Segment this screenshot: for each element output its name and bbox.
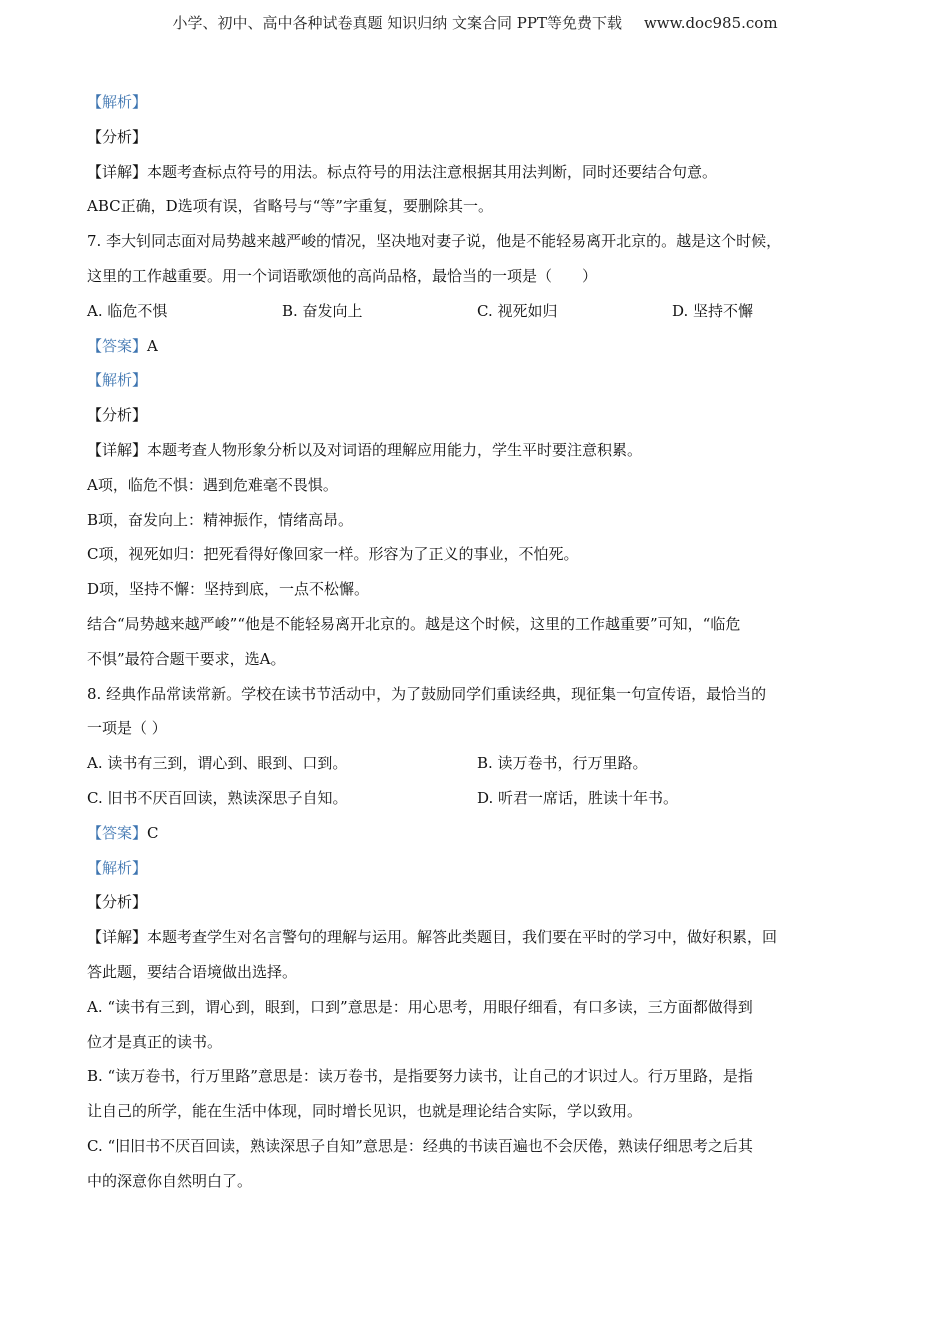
option-d: D. 坚持不懈	[672, 301, 754, 320]
option-a: A. 临危不惧	[87, 301, 168, 320]
option-a: A. 读书有三到，谓心到、眼到、口到。	[87, 754, 348, 773]
page-header	[0, 12, 950, 33]
question-8-options	[87, 781, 867, 816]
document-body	[87, 85, 867, 1199]
explain-line: B项，奋发向上：精神振作，情绪高昂。	[87, 510, 354, 529]
answer-label: 【答案】	[87, 336, 148, 355]
analysis-label: 【解析】	[87, 371, 148, 390]
explain-line: C. “旧旧书不厌百回读，熟读深思子自知”意思是：经典的书读百遍也不会厌倦，熟读仔细思考之后其	[87, 1136, 753, 1155]
header-text: 小学、初中、高中各种试卷真题 知识归纳 文案合同 PPT等免费下载	[172, 14, 622, 32]
detail-paragraph: 【详解】本题考查学生对名言警句的理解与运用。解答此类题目，我们要在平时的学习中，做好积累，回	[87, 928, 778, 947]
question-8-options	[87, 746, 867, 781]
explain-line: 结合“局势越来越严峻”“他是不能轻易离开北京的。越是这个时候，这里的工作越重要”可知，“临危	[87, 614, 741, 633]
analysis-label: 【解析】	[87, 93, 148, 111]
fenxi-label: 【分析】	[87, 406, 148, 425]
question-8-stem: 8. 经典作品常读常新。学校在读书节活动中，为了鼓励同学们重读经典，现征集一句宣传语，最恰当的	[87, 684, 767, 703]
option-c: C. 旧书不厌百回读，熟读深思子自知。	[87, 788, 348, 807]
answer-line	[87, 329, 867, 364]
fenxi-label: 【分析】	[87, 893, 148, 912]
question-7-options	[87, 294, 867, 329]
explain-line: 中的深意你自然明白了。	[87, 1171, 253, 1190]
answer-value: C	[147, 823, 159, 842]
answer-value: A	[147, 336, 158, 355]
explain-line: A项，临危不惧：遇到危难毫不畏惧。	[87, 475, 338, 494]
explain-line: B. “读万卷书，行万里路”意思是：读万卷书，是指要努力读书，让自己的才识过人。行万里路，是指	[87, 1067, 753, 1086]
header-site-link[interactable]: www.doc985.com	[643, 14, 778, 32]
explain-line: D项，坚持不懈：坚持到底，一点不松懈。	[87, 580, 370, 599]
explain-line: C项，视死如归：把死看得好像回家一样。形容为了正义的事业，不怕死。	[87, 545, 579, 564]
detail-paragraph: 答此题，要结合语境做出选择。	[87, 962, 298, 981]
option-b: B. 奋发向上	[282, 301, 363, 320]
detail-paragraph: 【详解】本题考查人物形象分析以及对词语的理解应用能力，学生平时要注意积累。	[87, 440, 643, 459]
explain-line: A. “读书有三到，谓心到，眼到，口到”意思是：用心思考，用眼仔细看，有口多读，三方面都做得到	[87, 997, 753, 1016]
analysis-label: 【解析】	[87, 858, 148, 877]
question-7-stem: 7. 李大钊同志面对局势越来越严峻的情况，坚决地对妻子说，他是不能轻易离开北京的。越是这个时候，	[87, 232, 782, 251]
detail-paragraph: 【详解】本题考查标点符号的用法。标点符号的用法注意根据其用法判断，同时还要结合句意。	[87, 162, 718, 181]
option-b: B. 读万卷书，行万里路。	[477, 754, 648, 773]
explain-line: 位才是真正的读书。	[87, 1032, 223, 1051]
answer-label: 【答案】	[87, 823, 148, 842]
question-8-stem: 一项是（ ）	[87, 719, 167, 738]
option-c: C. 视死如归	[477, 301, 558, 320]
answer-line	[87, 816, 867, 851]
explain-line: 让自己的所学，能在生活中体现，同时增长见识，也就是理论结合实际，学以致用。	[87, 1102, 643, 1121]
fenxi-label: 【分析】	[87, 127, 148, 146]
question-7-stem: 这里的工作越重要。用一个词语歌颂他的高尚品格，最恰当的一项是（ ）	[87, 266, 598, 285]
option-d: D. 听君一席话，胜读十年书。	[477, 788, 679, 807]
detail-paragraph: ABC正确，D选项有误，省略号与“等”字重复，要删除其一。	[87, 197, 493, 216]
explain-line: 不惧”最符合题干要求，选A。	[87, 649, 286, 668]
